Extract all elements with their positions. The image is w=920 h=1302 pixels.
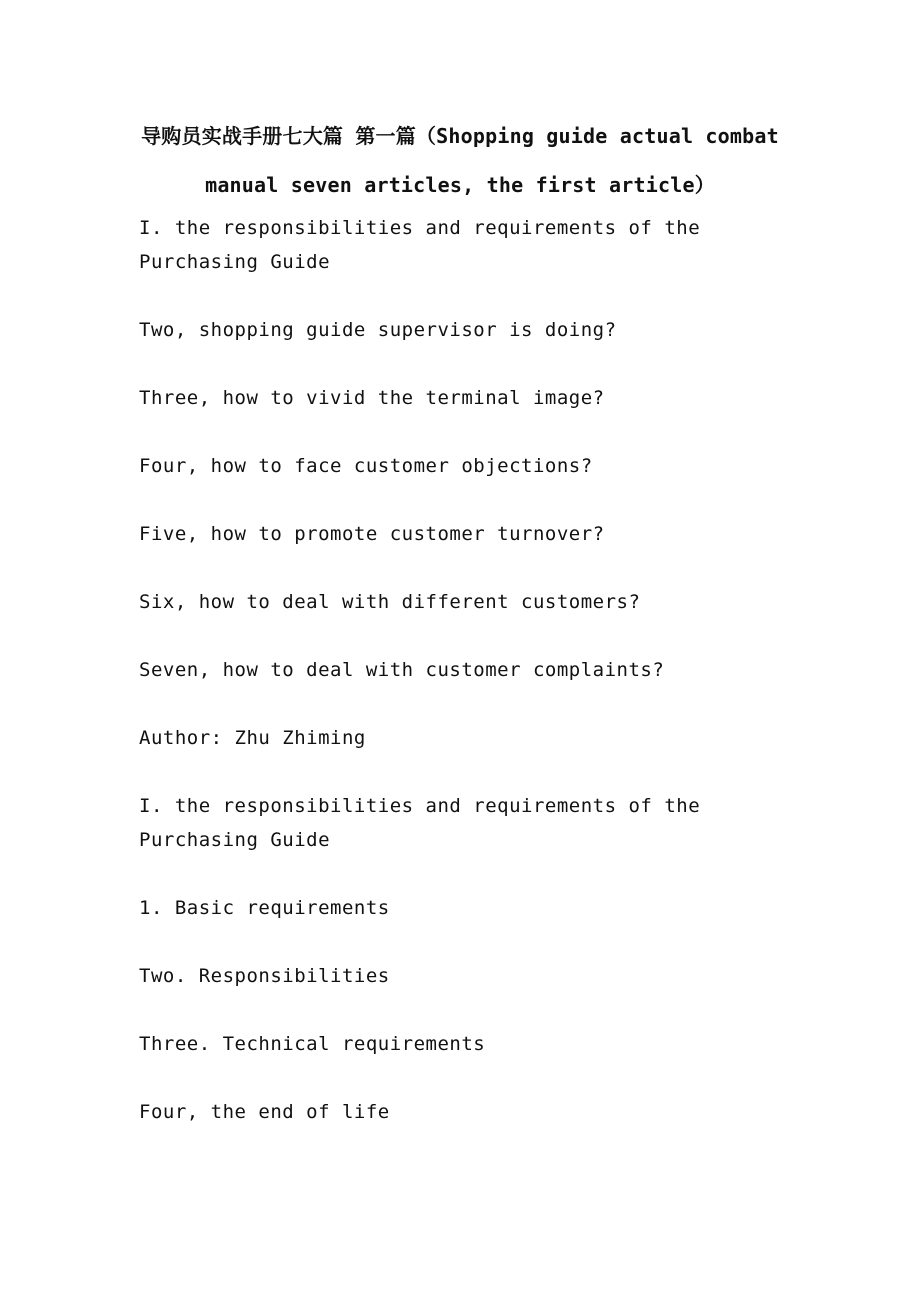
toc-item-7: Seven, how to deal with customer complaints? xyxy=(139,659,665,681)
subsection-3: Three. Technical requirements xyxy=(139,1033,486,1055)
section-heading: I. the responsibilities and requirements of the Purchasing Guide xyxy=(139,795,701,851)
document-title: 导购员实战手册七大篇 第一篇（Shopping guide actual combat manual seven articles, the first article） xyxy=(141,124,779,197)
subsection-1: 1. Basic requirements xyxy=(139,897,390,919)
subsection-4: Four, the end of life xyxy=(139,1101,390,1123)
toc-item-4: Four, how to face customer objections? xyxy=(139,455,593,477)
toc-item-6: Six, how to deal with different customers? xyxy=(139,591,641,613)
author-line: Author: Zhu Zhiming xyxy=(139,727,366,749)
subsection-2: Two. Responsibilities xyxy=(139,965,390,987)
toc-item-1: I. the responsibilities and requirements of the Purchasing Guide xyxy=(139,217,701,273)
toc-item-3: Three, how to vivid the terminal image? xyxy=(139,387,605,409)
toc-item-2: Two, shopping guide supervisor is doing? xyxy=(139,319,617,341)
toc-item-5: Five, how to promote customer turnover? xyxy=(139,523,605,545)
